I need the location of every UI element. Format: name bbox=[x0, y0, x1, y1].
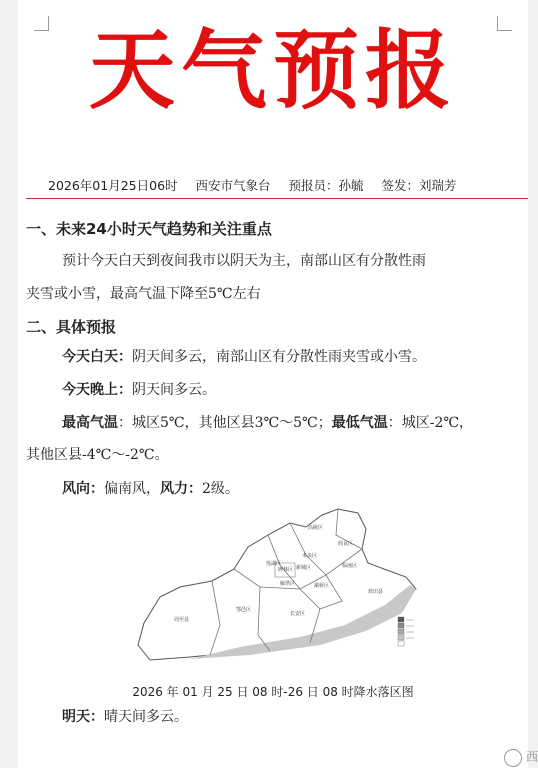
tonight-forecast bbox=[26, 375, 538, 405]
section1-line1: 预计今天白天到夜间我市以阴天为主，南部山区有分散性雨 bbox=[62, 253, 426, 269]
issue-date: 2026年01月25日06时 bbox=[48, 178, 178, 193]
tomorrow-label: 明天： bbox=[62, 709, 104, 725]
map-label-yanta: 雁塔区 bbox=[280, 581, 296, 587]
map-label-yanliang: 阎良区 bbox=[338, 541, 354, 547]
tonight-label: 今天晚上： bbox=[62, 382, 132, 398]
section1-line2: 夹雪或小雪，最高气温下降至5℃左右 bbox=[26, 286, 261, 302]
wind-dir-text: 偏南风， bbox=[104, 481, 160, 497]
map-caption: 2026 年 01 月 25 日 08 时-26 日 08 时降水落区图 bbox=[132, 685, 414, 699]
tomorrow-forecast bbox=[62, 702, 188, 732]
map-label-beilin: 碑林区 bbox=[278, 567, 294, 573]
section2-heading: 二、具体预报 bbox=[26, 318, 117, 336]
header-divider bbox=[26, 198, 528, 199]
section1-heading: 一、未来24小时天气趋势和关注重点 bbox=[26, 220, 272, 238]
weibo-watermark bbox=[500, 748, 538, 767]
watermark-circle-icon bbox=[504, 749, 522, 767]
min-temp-label: 最低气温 bbox=[331, 415, 388, 431]
min-temp-text: ：城区-2℃， bbox=[387, 415, 474, 431]
wind-force-text: 2级。 bbox=[202, 481, 239, 497]
map-label-lantian: 蓝田县 bbox=[368, 589, 384, 595]
map-label-changan: 长安区 bbox=[290, 611, 306, 617]
wind-line bbox=[26, 474, 538, 504]
wind-force-label: 风力： bbox=[160, 481, 202, 497]
issuer: 签发：刘瑞芳 bbox=[381, 178, 457, 193]
map-label-weiyang: 未央区 bbox=[302, 553, 318, 559]
map-label-zhouzhi: 周至县 bbox=[174, 617, 190, 623]
today-forecast bbox=[26, 342, 538, 372]
temperature-line bbox=[26, 408, 538, 438]
map-label-gaoling: 高陵区 bbox=[308, 525, 324, 531]
wind-dir-label: 风向： bbox=[62, 481, 104, 497]
map-label-huyi: 鄠邑区 bbox=[236, 607, 252, 613]
map-label-lintong: 临潼区 bbox=[342, 563, 358, 569]
map-legend bbox=[398, 617, 414, 646]
watermark-text: 西 bbox=[525, 750, 538, 764]
issuing-org: 西安市气象台 bbox=[195, 178, 271, 193]
tonight-text: 阴天间多云。 bbox=[132, 382, 216, 398]
tomorrow-text: 晴天间多云。 bbox=[104, 709, 188, 725]
header-meta bbox=[48, 176, 471, 194]
page-title: 天气预报 bbox=[89, 20, 457, 121]
today-text: 阴天间多云，南部山区有分散性雨夹雪或小雪。 bbox=[132, 349, 426, 365]
map-label-xincheng: 新城区 bbox=[296, 565, 312, 571]
map-label-lianhu: 莲湖区 bbox=[266, 561, 282, 567]
document-page bbox=[18, 0, 528, 768]
map-label-baqiao: 灞桥区 bbox=[314, 583, 330, 589]
temperature-line2: 其他区县-4℃～-2℃。 bbox=[26, 447, 169, 463]
forecaster: 预报员：孙毓 bbox=[288, 178, 364, 193]
precipitation-map bbox=[130, 505, 422, 677]
max-temp-label: 最高气温 bbox=[62, 415, 118, 431]
today-label: 今天白天： bbox=[62, 349, 132, 365]
max-temp-text: ：城区5℃，其他区县3℃～5℃； bbox=[118, 415, 332, 431]
